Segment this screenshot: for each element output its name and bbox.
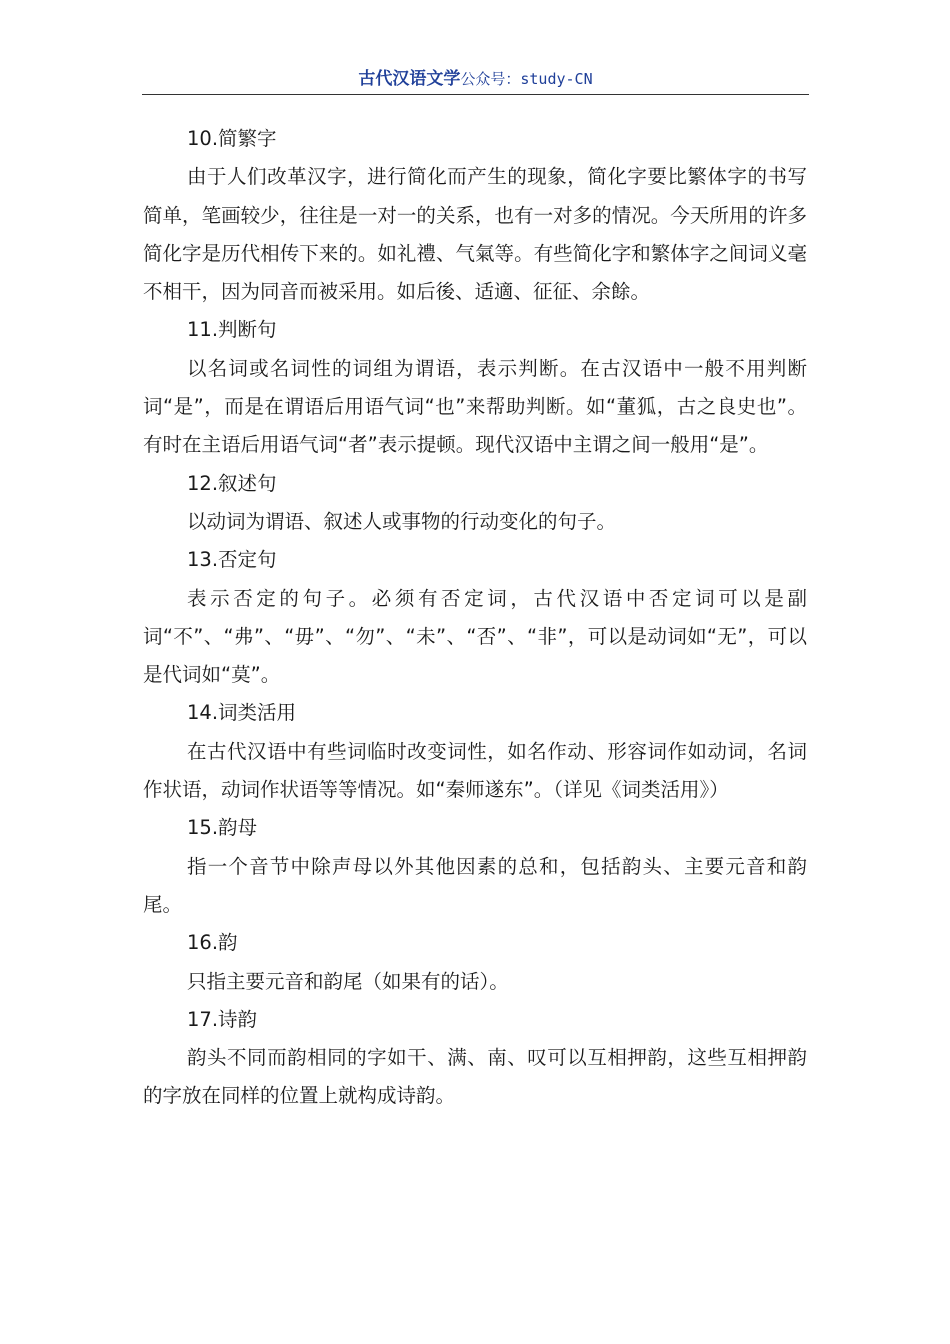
entry-body: 在古代汉语中有些词临时改变词性，如名作动、形容词作如动词，名词作状语，动词作状语等等情况。如“秦师遂东”。（详见《词类活用》） [143, 739, 807, 802]
entry-heading: 14.词类活用 [187, 701, 297, 725]
page-header [142, 64, 809, 95]
entry-heading: 11.判断句 [187, 318, 277, 342]
entry-body: 由于人们改革汉字，进行简化而产生的现象，简化字要比繁体字的书写简单，笔画较少，往往是一对一的关系，也有一对多的情况。今天所用的许多简化字是历代相传下来的。如礼禮、气氣等。有些简化字和繁体字之间词义毫不相干，因为同音而被采用。如后後、适適、征征、余餘。 [143, 165, 807, 304]
entry-body: 韵头不同而韵相同的字如干、满、南、叹可以互相押韵，这些互相押韵的字放在同样的位置上就构成诗韵。 [143, 1046, 807, 1108]
header-account: 公众号：study-CN [460, 70, 593, 88]
entry-heading: 16.韵 [187, 931, 238, 955]
entry-body: 只指主要元音和韵尾（如果有的话）。 [187, 969, 509, 993]
entry-heading: 15.韵母 [187, 816, 258, 840]
entry-heading: 17.诗韵 [187, 1007, 258, 1031]
entry-body: 表示否定的句子。必须有否定词，古代汉语中否定词可以是副词“不”、“弗”、“毋”、“勿”、“未”、“否”、“非”，可以是动词如“无”，可以是代词如“莫”。 [143, 586, 807, 687]
entry-body: 指一个音节中除声母以外其他因素的总和，包括韵头、主要元音和韵尾。 [143, 854, 807, 916]
entry-heading: 10.简繁字 [187, 127, 277, 150]
entry-body: 以动词为谓语、叙述人或事物的行动变化的句子。 [187, 509, 617, 533]
entry-heading: 13.否定句 [187, 548, 277, 572]
header-title: 古代汉语文学 [358, 69, 461, 89]
entry-heading: 12.叙述句 [187, 471, 277, 495]
document-body [143, 120, 807, 1116]
entry-body: 以名词或名词性的词组为谓语，表示判断。在古汉语中一般不用判断词“是”，而是在谓语后用语气词“也”来帮助判断。如“董狐，古之良史也”。有时在主语后用语气词“者”表示提顿。现代汉语中主谓之间一般用“是”。 [143, 356, 807, 457]
